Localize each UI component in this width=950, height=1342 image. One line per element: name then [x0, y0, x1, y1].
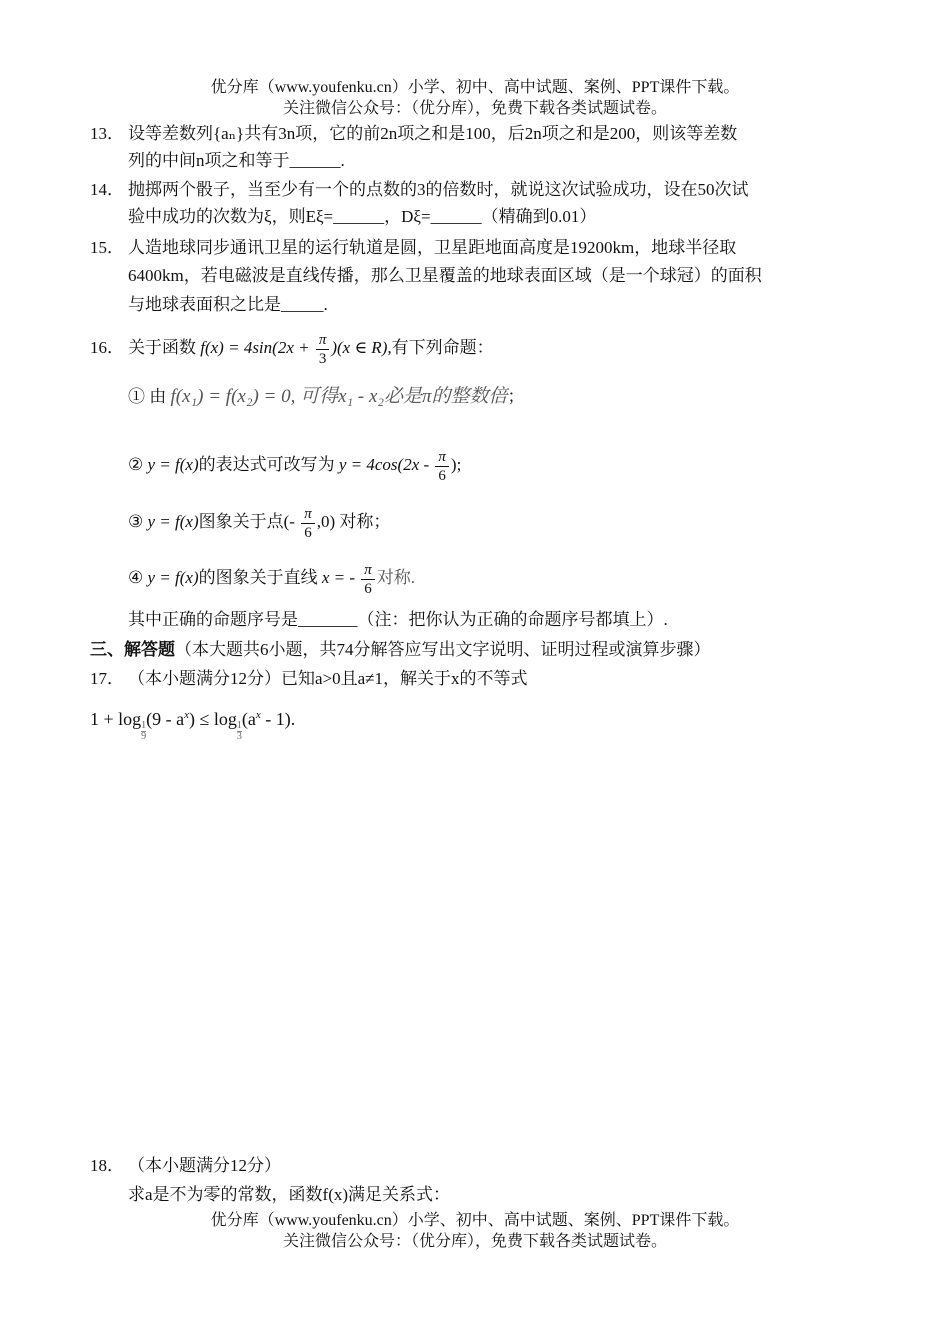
question-13-cont: 列的中间n项之和等于______.	[128, 151, 345, 170]
proposition-label: ②	[128, 455, 144, 474]
question-16-answer: 其中正确的命题序号是_______（注：把你认为正确的命题序号都填上）.	[128, 610, 668, 629]
ineq-part-3: ) ≤ log	[189, 709, 237, 729]
proposition-end: );	[450, 455, 462, 474]
ineq-part-4: (a	[241, 709, 256, 729]
question-number: 13．	[90, 124, 124, 143]
question-17	[90, 667, 528, 691]
exponent: x	[184, 709, 190, 721]
section-note: （本大题共6小题，共74分解答应写出文字说明、证明过程或演算步骤）	[175, 640, 711, 659]
question-number: 16．	[90, 338, 124, 357]
denominator: 6	[364, 580, 372, 597]
numerator: π	[316, 331, 330, 350]
question-16	[90, 330, 494, 368]
proposition-y: y = f(x)	[147, 512, 199, 531]
question-text: 设等差数列{aₙ}共有3n项，它的前2n项之和是100，后2n项之和是200，则该等差数	[128, 124, 738, 143]
question-15-cont-2: 与地球表面积之比是_____.	[128, 295, 328, 314]
base-denominator: 3	[236, 731, 242, 742]
denominator: 3	[318, 350, 327, 367]
proposition-label: ③	[128, 512, 144, 531]
proposition-end: ；	[507, 387, 525, 406]
proposition-end: 对称.	[376, 568, 416, 587]
denominator: 6	[438, 467, 446, 484]
proposition-open: (-	[283, 512, 300, 531]
proposition-4	[128, 558, 415, 598]
proposition-end: 对称；	[339, 512, 391, 531]
ineq-end: .	[290, 709, 296, 729]
function-lhs: f(x) = 4sin(2x +	[200, 338, 314, 357]
question-text: 人造地球同步通讯卫星的运行轨道是圆，卫星距地面高度是19200km，地球半径取	[128, 238, 737, 257]
footer-line-1: 优分库（www.youfenku.cn）小学、初中、高中试题、案例、PPT课件下载。	[210, 1212, 740, 1229]
proposition-text: 的表达式可改写为	[198, 455, 335, 474]
fraction-pi-over-6	[435, 448, 449, 485]
proposition-label: ① 由	[128, 387, 167, 406]
question-15-cont-1: 6400km，若电磁波是直线传播，那么卫星覆盖的地球表面区域（是一个球冠）的面积	[128, 266, 762, 285]
ineq-part-5: - 1)	[260, 709, 291, 729]
header-line-2: 关注微信公众号：（优分库），免费下载各类试题试卷。	[282, 100, 667, 117]
proposition-text: 图象关于点	[198, 512, 284, 531]
question-text: （本小题满分12分）已知a>0且a≠1，解关于x的不等式	[128, 669, 528, 688]
proposition-label: ④	[128, 568, 144, 587]
numerator: π	[301, 505, 315, 524]
base-numerator: 1	[141, 720, 147, 731]
question-number: 15．	[90, 238, 124, 257]
fraction-pi-over-6	[301, 505, 315, 542]
section-title: 三、解答题	[90, 640, 175, 659]
proposition-math: y = 4cos(2x -	[338, 455, 434, 474]
section-3-heading	[90, 638, 711, 662]
base-denominator: 9	[141, 731, 147, 742]
numerator: π	[435, 448, 449, 467]
question-text: （本小题满分12分）	[128, 1156, 281, 1175]
question-intro: 关于函数	[128, 338, 196, 357]
fraction-pi-over-6	[361, 561, 375, 598]
ineq-part-2: (9 - a	[146, 709, 185, 729]
proposition-1	[128, 382, 525, 412]
question-14	[90, 178, 749, 202]
question-14-cont: 验中成功的次数为ξ，则Eξ=______，Dξ=______（精确到0.01）	[128, 207, 597, 226]
base-numerator: 1	[236, 720, 242, 731]
inequality	[90, 700, 295, 742]
proposition-text: 的图象关于直线	[198, 568, 318, 587]
question-number: 17．	[90, 669, 124, 688]
proposition-close: ,0)	[316, 512, 336, 531]
footer-line-2: 关注微信公众号：（优分库），免费下载各类试题试卷。	[282, 1233, 667, 1250]
numerator: π	[361, 561, 375, 580]
question-number: 14．	[90, 180, 124, 199]
proposition-math: x = -	[321, 568, 360, 587]
proposition-y: y = f(x)	[147, 455, 199, 474]
proposition-3	[128, 502, 390, 542]
proposition-2	[128, 445, 461, 485]
question-18	[90, 1154, 281, 1178]
exponent: x	[255, 709, 261, 721]
proposition-y: y = f(x)	[147, 568, 199, 587]
question-18-cont: 求a是不为零的常数，函数f(x)满足关系式：	[128, 1185, 451, 1204]
question-13	[90, 122, 737, 146]
fraction-pi-over-3	[316, 331, 330, 368]
proposition-math: f(x₁) = f(x₂) = 0, 可得x₁ - x₂必是π的整数倍	[170, 386, 508, 407]
question-tail: ,有下列命题：	[387, 338, 494, 357]
function-rhs: )(x ∈ R)	[331, 338, 388, 357]
question-15	[90, 236, 736, 260]
ineq-part-1: 1 + log	[90, 709, 142, 729]
question-number: 18．	[90, 1156, 124, 1175]
denominator: 6	[304, 524, 312, 541]
question-text: 抛掷两个骰子，当至少有一个的点数的3的倍数时，就说这次试验成功，设在50次试	[128, 180, 749, 199]
header-line-1: 优分库（www.youfenku.cn）小学、初中、高中试题、案例、PPT课件下载。	[210, 79, 740, 96]
